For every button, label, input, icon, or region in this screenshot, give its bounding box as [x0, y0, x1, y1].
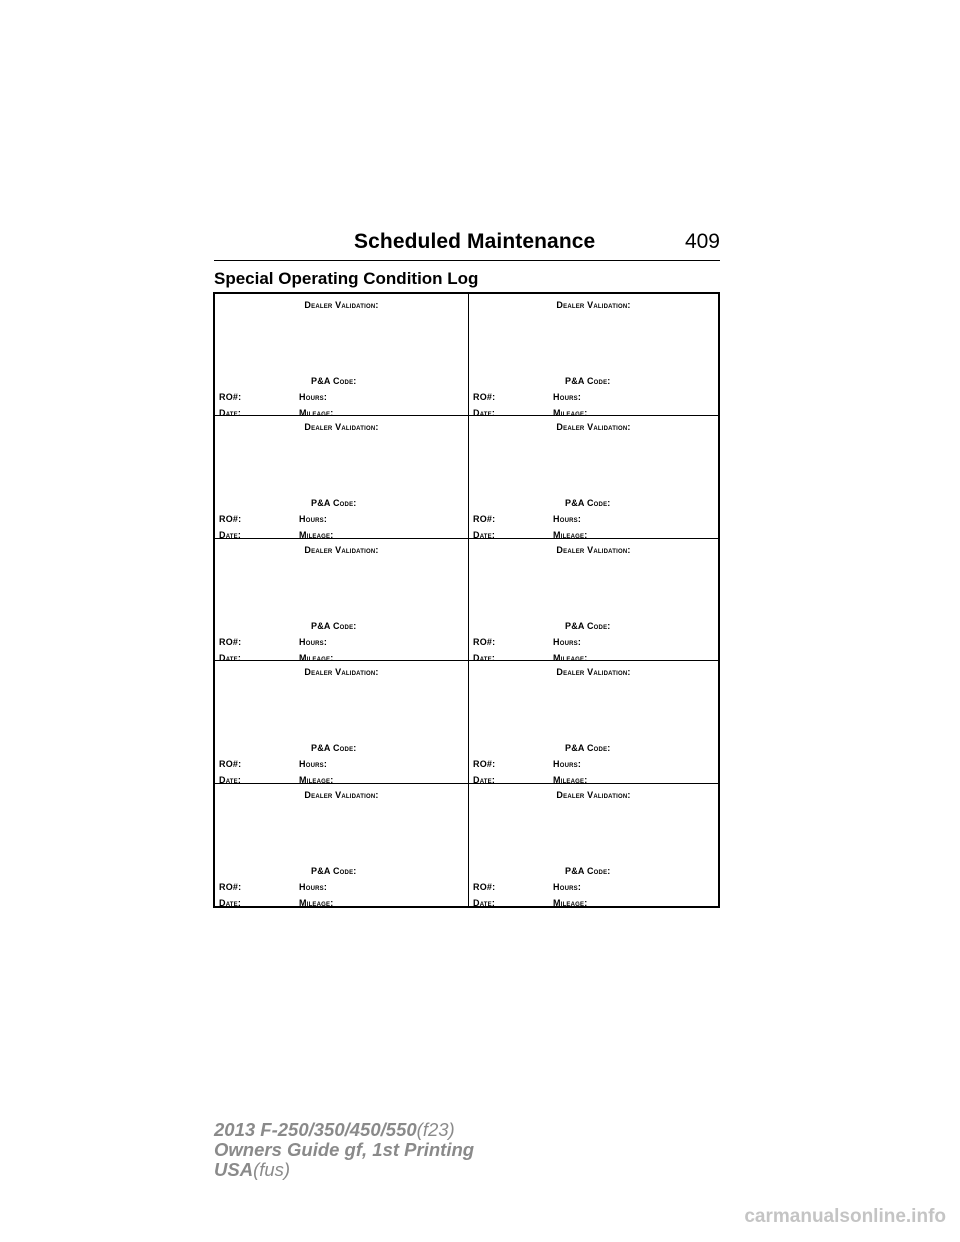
date-label: Date: [219, 408, 242, 418]
ro-label: RO#: [473, 514, 496, 525]
page-header [214, 226, 720, 261]
log-title: Special Operating Condition Log [214, 269, 479, 288]
log-entry-cell [215, 416, 469, 541]
hours-label: Hours: [553, 392, 582, 402]
ro-label: RO#: [219, 759, 242, 770]
hours-label: Hours: [553, 636, 582, 647]
hours-label: Hours: [299, 636, 328, 647]
log-entry-cell [215, 661, 469, 786]
pa-code-label: P&A Code: [565, 376, 611, 386]
mileage-label: Mileage: [299, 652, 334, 663]
pa-code-label: P&A Code: [565, 743, 611, 754]
mileage-label: Mileage: [299, 775, 334, 786]
ro-label: RO#: [473, 392, 496, 402]
date-label: Date: [219, 652, 242, 663]
hours-label: Hours: [553, 759, 582, 770]
mileage-label: Mileage: [299, 897, 334, 908]
date-label: Date: [473, 652, 496, 663]
hours-label: Hours: [299, 514, 328, 525]
pa-code-label: P&A Code: [311, 620, 357, 631]
hours-label: Hours: [299, 881, 328, 892]
footer-guide-line: Owners Guide gf, 1st Printing [214, 1139, 475, 1160]
pa-code-label: P&A Code: [311, 865, 357, 876]
ro-label: RO#: [219, 392, 242, 402]
log-entry-cell [215, 784, 469, 906]
pa-code-label: P&A Code: [565, 865, 611, 876]
date-label: Date: [219, 530, 242, 541]
mileage-label: Mileage: [553, 652, 588, 663]
mileage-label: Mileage: [553, 897, 588, 908]
log-entry-cell [469, 661, 718, 786]
dealer-validation-label: Dealer Validation: [556, 422, 631, 433]
dealer-validation-label: Dealer Validation: [304, 667, 379, 678]
date-label: Date: [219, 897, 242, 908]
date-label: Date: [219, 775, 242, 786]
dealer-validation-label: Dealer Validation: [304, 544, 379, 555]
log-entry-cell [469, 416, 718, 541]
pa-code-label: P&A Code: [565, 498, 611, 509]
date-label: Date: [473, 530, 496, 541]
ro-label: RO#: [219, 636, 242, 647]
log-entry-cell [469, 294, 718, 416]
mileage-label: Mileage: [299, 408, 334, 418]
footer-model-line: 2013 F-250/350/450/550(f23) [214, 1119, 455, 1140]
log-entry-cell [469, 539, 718, 661]
ro-label: RO#: [473, 759, 496, 770]
hours-label: Hours: [553, 514, 582, 525]
dealer-validation-label: Dealer Validation: [556, 544, 631, 555]
page-number: 409 [684, 230, 720, 253]
log-grid [213, 292, 720, 908]
ro-label: RO#: [219, 881, 242, 892]
footer [214, 1120, 474, 1180]
mileage-label: Mileage: [553, 408, 588, 418]
ro-label: RO#: [219, 514, 242, 525]
hours-label: Hours: [299, 759, 328, 770]
pa-code-label: P&A Code: [311, 743, 357, 754]
pa-code-label: P&A Code: [311, 376, 357, 386]
watermark: carmanualsonline.info [744, 1206, 946, 1227]
hours-label: Hours: [299, 392, 328, 402]
pa-code-label: P&A Code: [565, 620, 611, 631]
ro-label: RO#: [473, 881, 496, 892]
pa-code-label: P&A Code: [311, 498, 357, 509]
dealer-validation-label: Dealer Validation: [304, 789, 379, 800]
ro-label: RO#: [473, 636, 496, 647]
dealer-validation-label: Dealer Validation: [556, 667, 631, 678]
dealer-validation-label: Dealer Validation: [304, 300, 379, 310]
footer-market-line: USA(fus) [214, 1159, 291, 1180]
dealer-validation-label: Dealer Validation: [304, 422, 379, 433]
hours-label: Hours: [553, 881, 582, 892]
dealer-validation-label: Dealer Validation: [556, 300, 631, 310]
dealer-validation-label: Dealer Validation: [556, 789, 631, 800]
date-label: Date: [473, 775, 496, 786]
date-label: Date: [473, 897, 496, 908]
mileage-label: Mileage: [553, 775, 588, 786]
date-label: Date: [473, 408, 496, 418]
mileage-label: Mileage: [299, 530, 334, 541]
log-entry-cell [469, 784, 718, 906]
log-entry-cell [215, 294, 469, 416]
section-title: Scheduled Maintenance [354, 230, 596, 253]
mileage-label: Mileage: [553, 530, 588, 541]
log-entry-cell [215, 539, 469, 661]
